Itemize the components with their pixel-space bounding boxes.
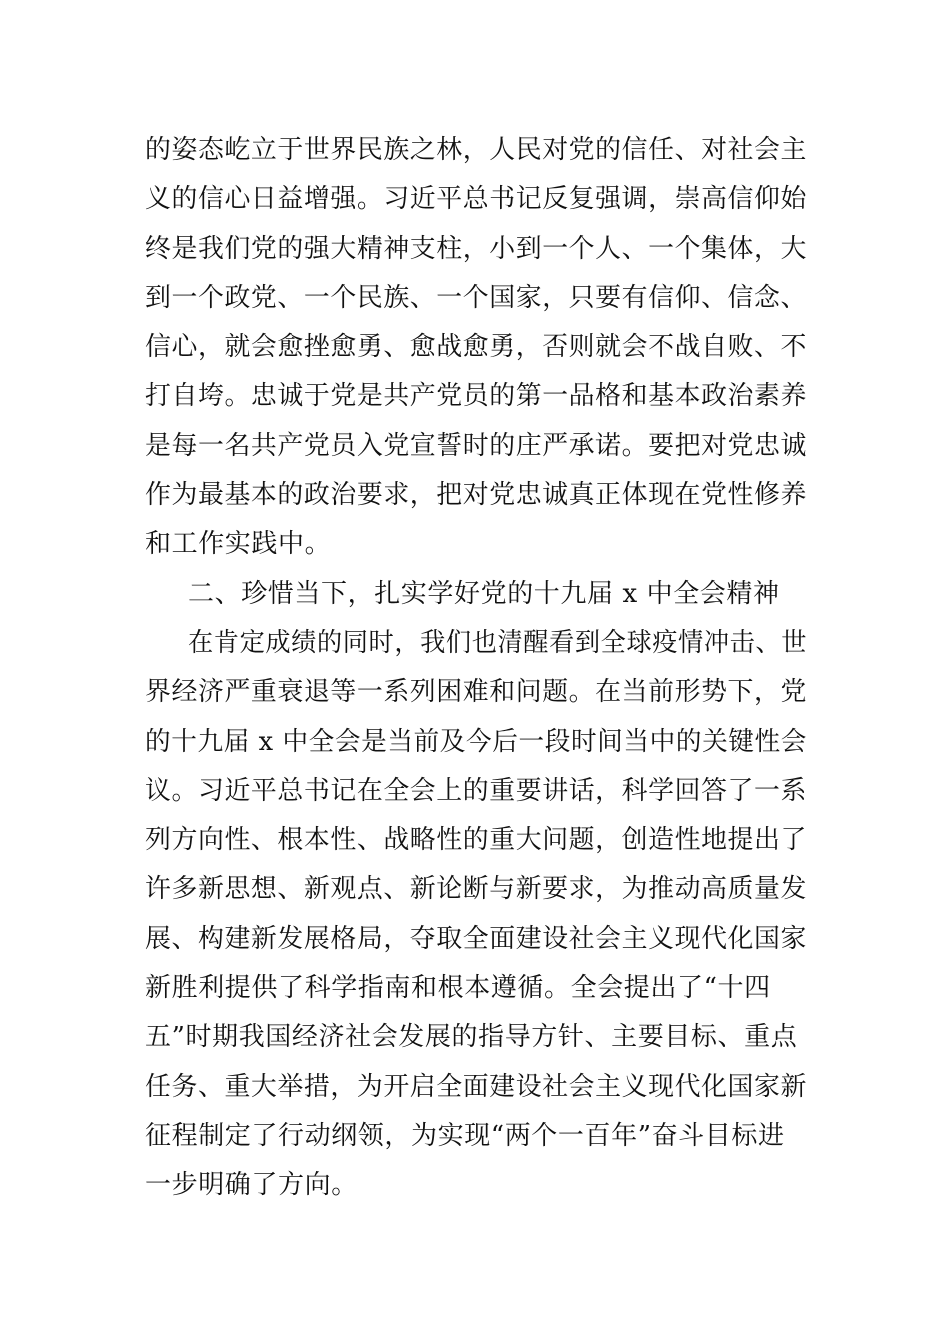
- text-line: 终是我们党的强大精神支柱，小到一个人、一个集体，大: [145, 233, 807, 264]
- text-line: 二、珍惜当下，扎实学好党的十九届 x 中全会精神: [188, 578, 780, 609]
- text-line: 的姿态屹立于世界民族之林，人民对党的信任、对社会主: [145, 135, 807, 165]
- text-line: 展、构建新发展格局，夺取全面建设社会主义现代化国家: [145, 923, 807, 954]
- text-line: 在肯定成绩的同时，我们也清醒看到全球疫情冲击、世: [188, 627, 807, 658]
- text-line: 的十九届 x 中全会是当前及今后一段时间当中的关键性会: [145, 726, 807, 757]
- text-line: 作为最基本的政治要求，把对党忠诚真正体现在党性修养: [145, 480, 807, 511]
- text-line: 议。习近平总书记在全会上的重要讲话，科学回答了一系: [145, 775, 807, 806]
- text-line: 五”时期我国经济社会发展的指导方针、主要目标、重点: [145, 1022, 798, 1053]
- document-body: [145, 126, 807, 1211]
- text-line: 信心，就会愈挫愈勇、愈战愈勇，否则就会不战自败、不: [145, 332, 807, 363]
- text-line: 界经济严重衰退等一系列困难和问题。在当前形势下，党: [145, 677, 807, 708]
- text-line: 是每一名共产党员入党宣誓时的庄严承诺。要把对党忠诚: [145, 430, 807, 461]
- text-line: 打自垮。忠诚于党是共产党员的第一品格和基本政治素养: [145, 381, 807, 412]
- text-line: 新胜利提供了科学指南和根本遵循。全会提出了“十四: [145, 973, 771, 1004]
- text-line: 任务、重大举措，为开启全面建设社会主义现代化国家新: [145, 1071, 807, 1102]
- text-line: 列方向性、根本性、战略性的重大问题，创造性地提出了: [145, 825, 807, 856]
- text-line: 到一个政党、一个民族、一个国家，只要有信仰、信念、: [145, 282, 807, 313]
- text-line: 义的信心日益增强。习近平总书记反复强调，崇高信仰始: [145, 184, 807, 215]
- text-line: 一步明确了方向。: [145, 1170, 358, 1201]
- text-line: 和工作实践中。: [145, 529, 332, 560]
- text-line: 许多新思想、新观点、新论断与新要求，为推动高质量发: [145, 874, 807, 905]
- text-line: 征程制定了行动纲领，为实现“两个一百年”奋斗目标进: [145, 1120, 785, 1151]
